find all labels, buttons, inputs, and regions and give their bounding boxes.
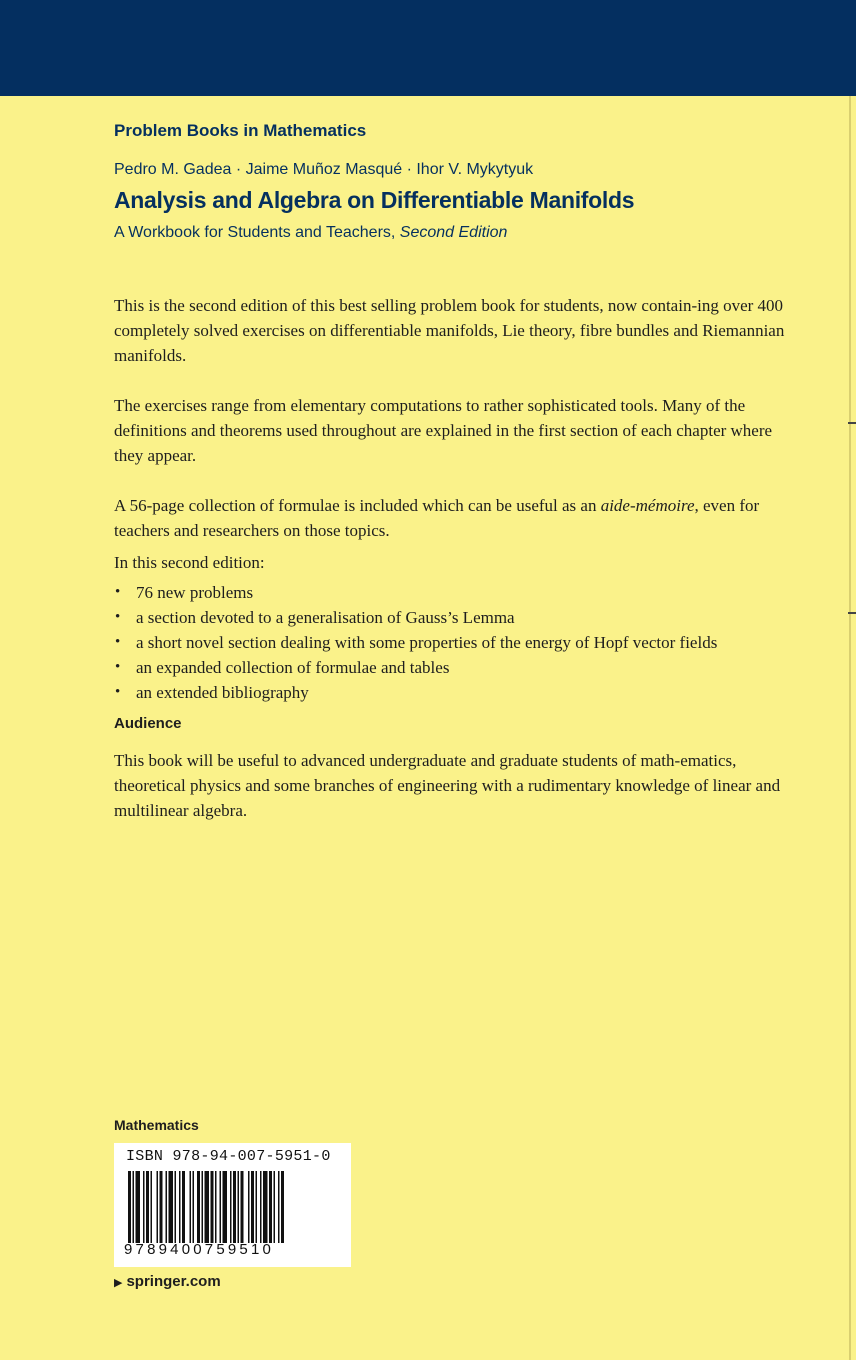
bullet-icon: • bbox=[115, 634, 121, 650]
list-item bbox=[114, 680, 804, 705]
book-subtitle bbox=[114, 224, 507, 242]
spine-tick-mark bbox=[848, 612, 856, 614]
paragraph-text: A 56-page collection of formulae is included which can be useful as an bbox=[114, 496, 601, 515]
spine-tick-mark bbox=[848, 422, 856, 424]
barcode-icon bbox=[128, 1171, 338, 1243]
list-item-text: an expanded collection of formulae and tables bbox=[136, 658, 450, 677]
bullet-icon: • bbox=[115, 584, 121, 600]
bullet-icon: • bbox=[115, 684, 121, 700]
bullet-icon: • bbox=[115, 609, 121, 625]
author-list: Pedro M. Gadea · Jaime Muñoz Masqué · Ihor V. Mykytyuk bbox=[114, 161, 534, 178]
edition-intro: In this second edition: bbox=[114, 553, 265, 572]
isbn-barcode-panel bbox=[114, 1143, 351, 1267]
blurb-body bbox=[114, 293, 804, 823]
blurb-paragraph: This is the second edition of this best selling problem book for students, now contain-ing over 400 completely solved exercises on differentiable manifolds, Lie theory, fibre bundles and Riemannian manifolds. bbox=[114, 296, 785, 365]
blurb-paragraph bbox=[114, 493, 804, 543]
list-item-text: an extended bibliography bbox=[136, 683, 309, 702]
list-item-text: 76 new problems bbox=[136, 583, 254, 602]
subject-label: Mathematics bbox=[114, 1117, 199, 1133]
barcode-digits: 9789400759510 bbox=[124, 1241, 275, 1258]
publisher-website-link[interactable] bbox=[114, 1273, 221, 1290]
arrow-right-icon: ▶ bbox=[114, 1277, 123, 1289]
isbn-text: ISBN 978-94-007-5951-0 bbox=[126, 1148, 331, 1165]
bullet-icon: • bbox=[115, 659, 121, 675]
list-item-text: a section devoted to a generalisation of Gauss’s Lemma bbox=[136, 608, 515, 627]
list-item bbox=[114, 655, 804, 680]
paragraph-text: , even for teachers and researchers on those topics. bbox=[114, 496, 760, 540]
top-color-band bbox=[0, 0, 856, 96]
blurb-paragraph: The exercises range from elementary computations to rather sophisticated tools. Many of the definitions and theorems used throughout are explained in the first section of each chapter where they appear. bbox=[114, 396, 773, 465]
series-name: Problem Books in Mathematics bbox=[114, 121, 367, 140]
audience-heading: Audience bbox=[114, 715, 182, 732]
list-item-text: a short novel section dealing with some properties of the energy of Hopf vector fields bbox=[136, 633, 718, 652]
subtitle-edition: Second Edition bbox=[399, 224, 508, 241]
paragraph-italic-term: aide-mémoire bbox=[600, 496, 695, 515]
edition-changes-list bbox=[114, 580, 804, 705]
subtitle-main: A Workbook for Students and Teachers, bbox=[114, 224, 400, 241]
list-item bbox=[114, 630, 804, 655]
spine-fold-line bbox=[849, 96, 851, 1360]
list-item bbox=[114, 605, 804, 630]
website-text: springer.com bbox=[126, 1273, 221, 1290]
list-item bbox=[114, 580, 804, 605]
book-title: Analysis and Algebra on Differentiable Manifolds bbox=[114, 187, 635, 213]
audience-paragraph: This book will be useful to advanced undergraduate and graduate students of math-ematics, theoretical physics and some branches of engineering with a rudimentary knowledge of linear and multilinear algebra. bbox=[114, 751, 781, 820]
